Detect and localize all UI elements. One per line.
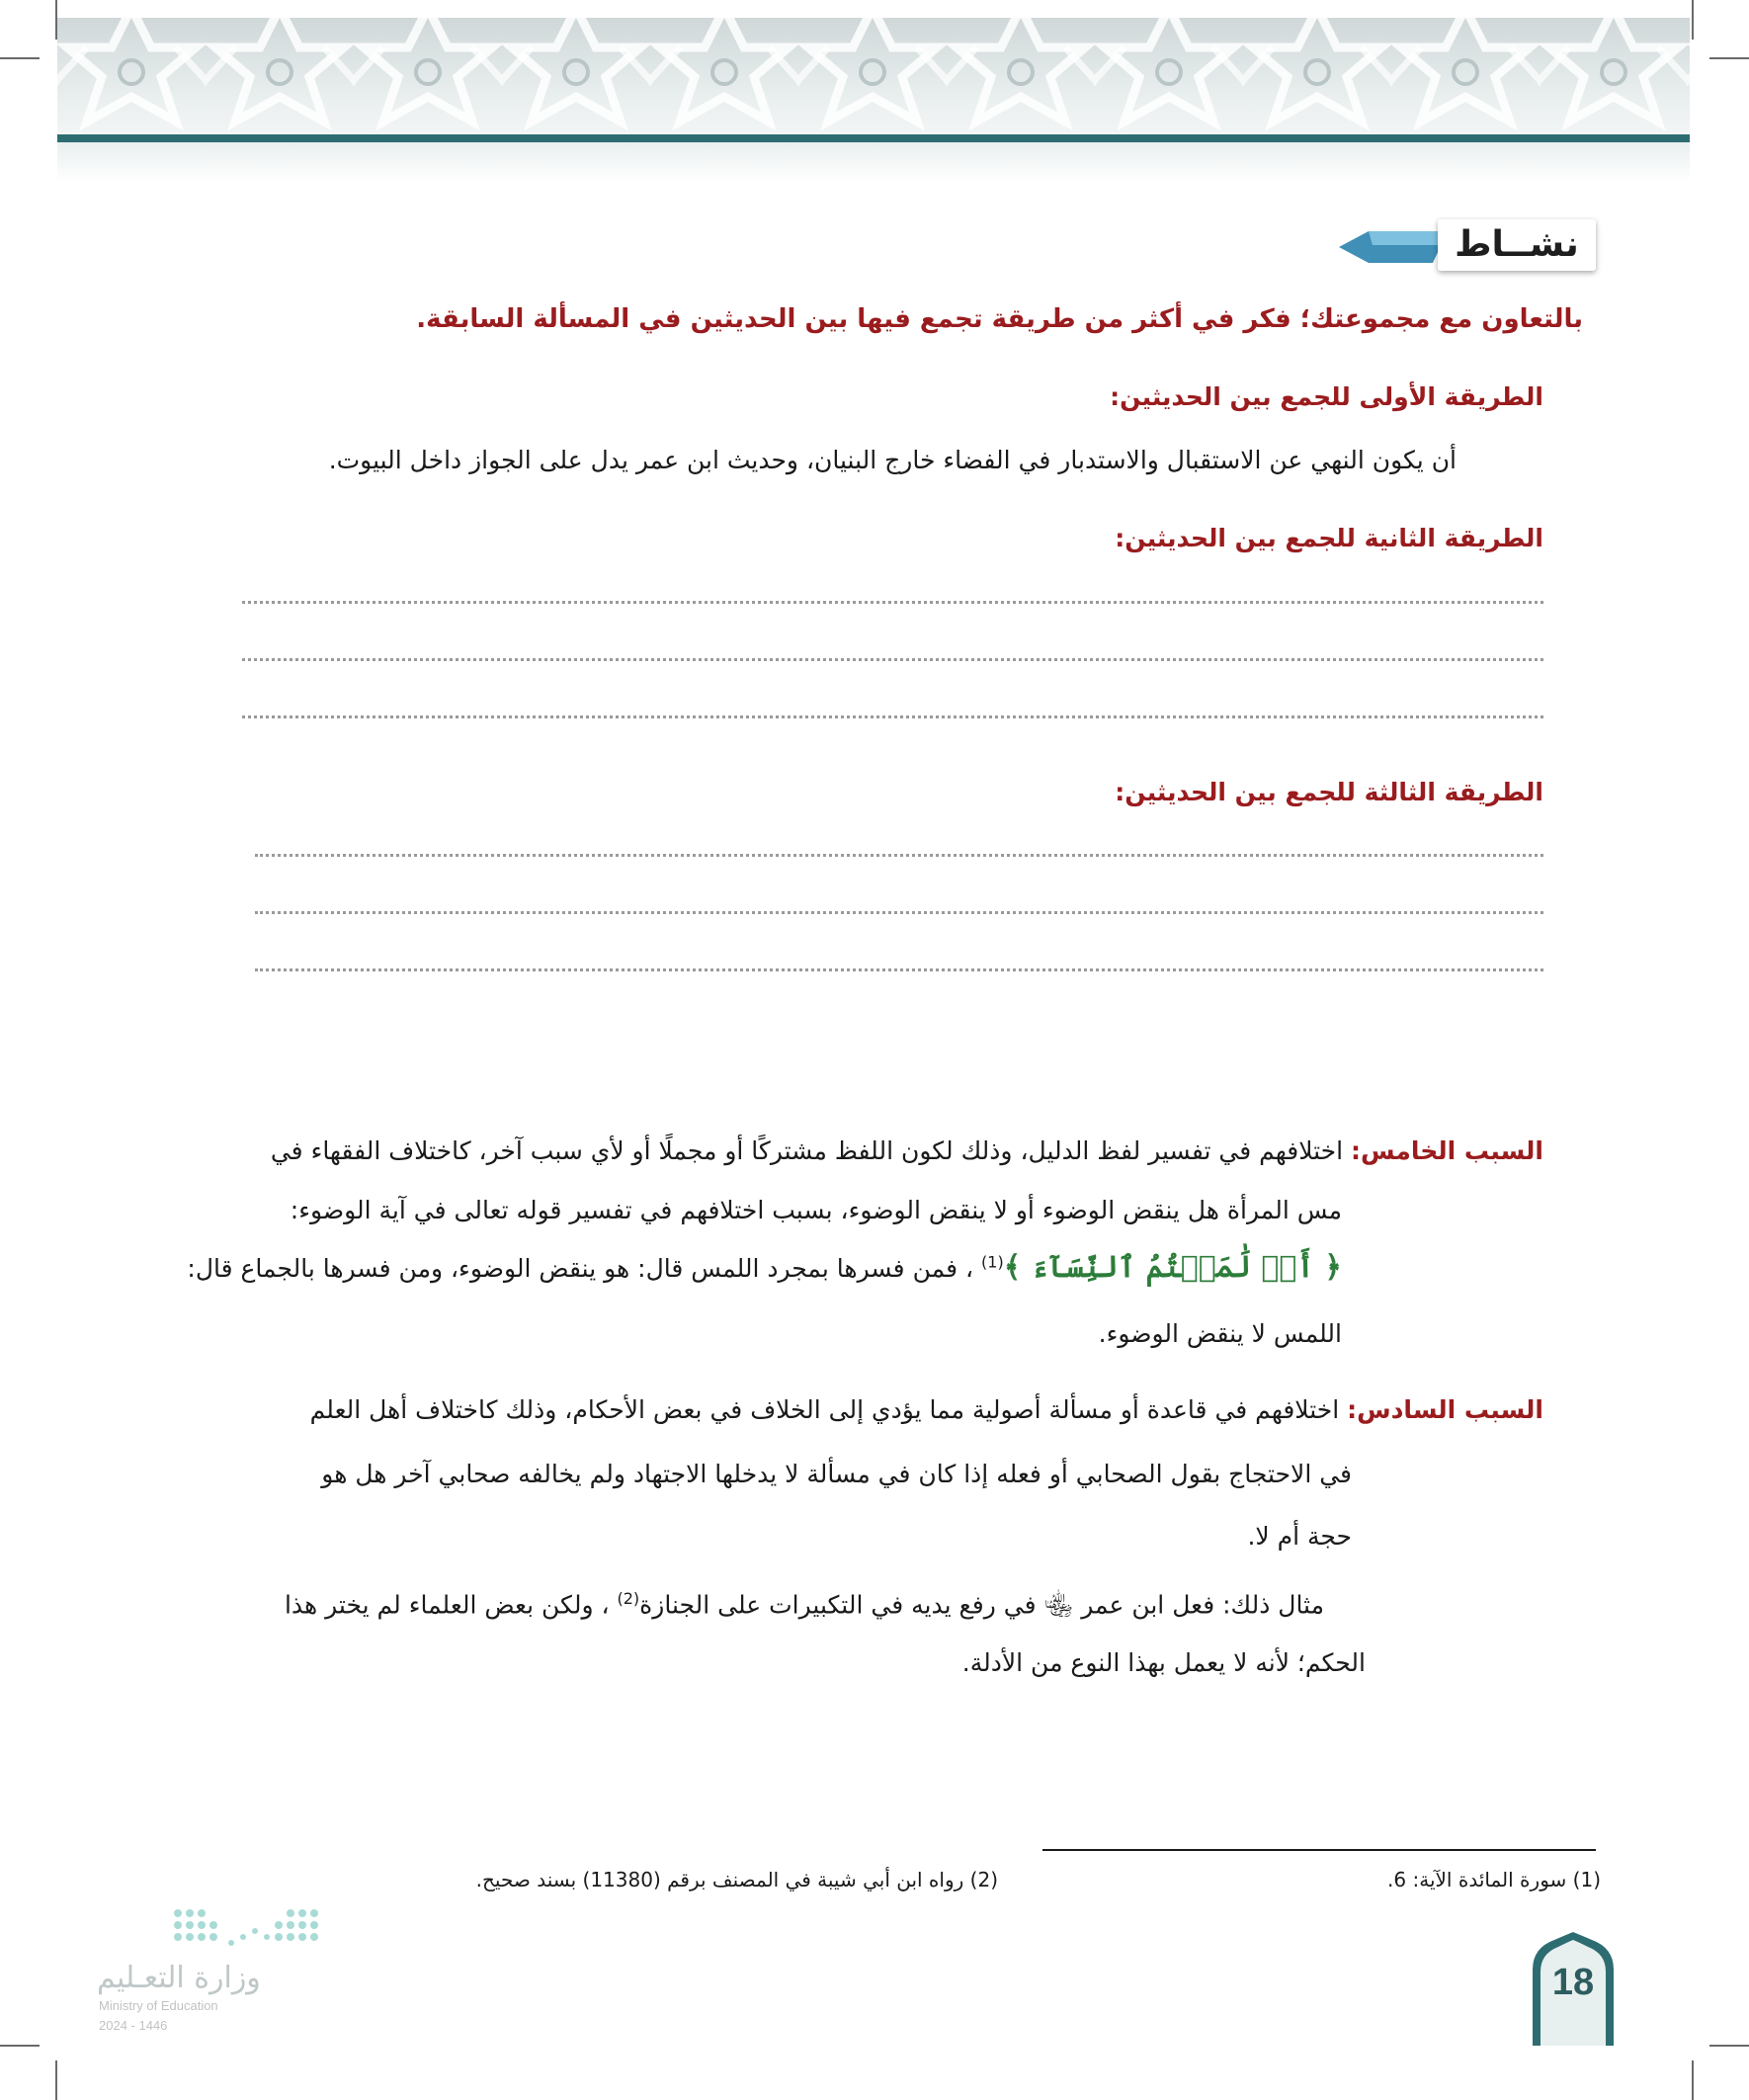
method-1-heading: الطريقة الأولى للجمع بين الحديثين: — [1110, 382, 1543, 411]
reason-6-title: السبب السادس: — [1347, 1395, 1543, 1424]
quran-verse: ﴿ أَوۡ لَٰمَسۡتُمُ ٱلنِّسَآءَ ﴾ — [1003, 1250, 1342, 1285]
ministry-name-en: Ministry of Education — [99, 1998, 218, 2013]
crop-mark — [0, 57, 40, 59]
reason-6-line-2: في الاحتجاج بقول الصحابي أو فعله إذا كان في مسألة لا يدخلها الاجتهاد ولم يخالفه صحابي آخر هل هو — [321, 1460, 1352, 1488]
example-footnote-ref: (2) — [617, 1589, 640, 1608]
answer-line[interactable] — [255, 968, 1543, 971]
ministry-dots-icon — [168, 1897, 336, 1957]
crop-mark — [1709, 2045, 1749, 2047]
reason-5-title: السبب الخامس: — [1351, 1136, 1543, 1165]
header-shadow — [57, 142, 1690, 182]
crop-mark — [1709, 57, 1749, 59]
activity-label: نشــاط — [1438, 219, 1596, 271]
answer-line[interactable] — [242, 601, 1543, 604]
footnote-2: (2) رواه ابن أبي شيبة في المصنف برقم (11380) بسند صحيح. — [475, 1868, 998, 1891]
reason-6-example-line-2: الحكم؛ لأنه لا يعمل بهذا النوع من الأدلة. — [961, 1648, 1366, 1677]
reason-6-line-1 — [310, 1395, 1543, 1424]
ministry-year: 2024 - 1446 — [99, 2018, 168, 2033]
crop-mark — [55, 2060, 57, 2100]
reason-5-line-4: اللمس لا ينقض الوضوء. — [1098, 1319, 1342, 1348]
answer-line[interactable] — [255, 911, 1543, 914]
crop-mark — [0, 2045, 40, 2047]
header-accent-line — [57, 134, 1690, 142]
reason-6-line-1-text: اختلافهم في قاعدة أو مسألة أصولية مما يؤدي إلى الخلاف في بعض الأحكام، وذلك كاختلاف أهل العلم — [309, 1395, 1340, 1424]
crop-mark — [1692, 2060, 1694, 2100]
page-number: 18 — [1551, 1962, 1595, 2003]
page-number-badge — [1529, 1932, 1618, 2046]
activity-tag — [1329, 219, 1596, 271]
method-1-text — [271, 443, 1457, 478]
footnote-separator — [1042, 1849, 1596, 1851]
reason-5-line-1-text: اختلافهم في تفسير لفظ الدليل، وذلك لكون اللفظ مشتركًا أو مجملًا أو لأي سبب آخر، كاختلاف الفقهاء في — [270, 1136, 1344, 1165]
header-pattern-banner — [57, 18, 1690, 142]
activity-arrow-icon — [1329, 227, 1448, 267]
activity-instruction: بالتعاون مع مجموعتك؛ فكر في أكثر من طريقة تجمع فيها بين الحديثين في المسألة السابقة. — [416, 304, 1583, 334]
answer-line[interactable] — [242, 715, 1543, 718]
method-3-heading: الطريقة الثالثة للجمع بين الحديثين: — [1115, 778, 1543, 806]
reason-5-line-1 — [271, 1136, 1543, 1165]
example-text-a: مثال ذلك: فعل ابن عمر ﵄ في رفع يديه في التكبيرات على الجنازة — [639, 1590, 1324, 1620]
ministry-name-ar: وزارة التعـليم — [97, 1961, 261, 1995]
reason-6-line-3: حجة أم لا. — [1247, 1522, 1352, 1551]
reason-5-line-3-text: ، فمن فسرها بمجرد اللمس قال: هو ينقض الوضوء، ومن فسرها بالجماع قال: — [187, 1254, 974, 1283]
reason-5-line-2: مس المرأة هل ينقض الوضوء أو لا ينقض الوضوء، بسبب اختلافهم في تفسير قوله تعالى في آية الوضوء: — [290, 1196, 1342, 1224]
reason-5-line-3 — [187, 1250, 1342, 1285]
example-text-b: ، ولكن بعض العلماء لم يختر هذا — [284, 1590, 610, 1620]
ministry-logo — [97, 1897, 334, 2036]
crop-mark — [1692, 0, 1694, 40]
answer-line[interactable] — [242, 658, 1543, 661]
verse-footnote-ref: (1) — [981, 1252, 1004, 1272]
footnote-1: (1) سورة المائدة الآية: 6. — [1387, 1868, 1601, 1891]
answer-line[interactable] — [255, 854, 1543, 857]
reason-6-example-line-1 — [285, 1589, 1324, 1626]
method-1-text-content: أن يكون النهي عن الاستقبال والاستدبار في الفضاء خارج البنيان، وحديث ابن عمر يدل على الجواز داخل البيوت. — [328, 446, 1457, 474]
method-2-heading: الطريقة الثانية للجمع بين الحديثين: — [1115, 524, 1543, 552]
